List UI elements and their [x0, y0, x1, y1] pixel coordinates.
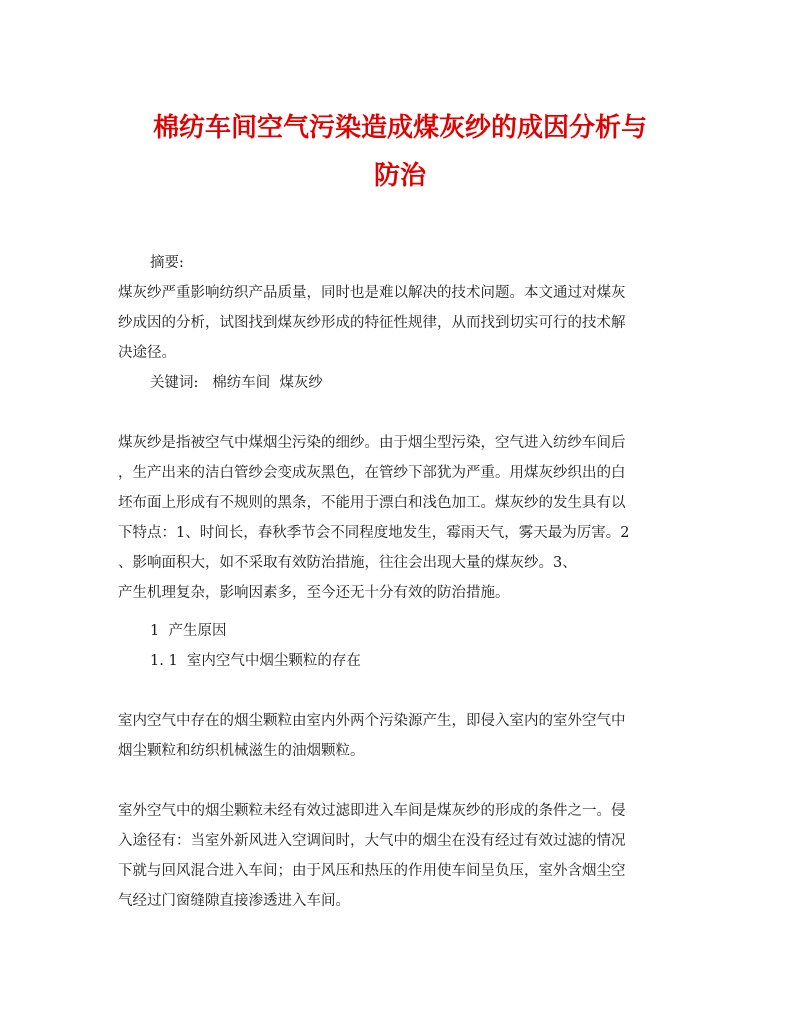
intro-line: ，生产出来的洁白管纱会变成灰黑色，在管纱下部犹为严重。用煤灰纱织出的白	[118, 465, 626, 481]
document-title	[100, 104, 700, 200]
abstract-line: 决途径。	[118, 345, 176, 361]
intro-paragraph	[118, 428, 684, 608]
paragraph-line: 室外空气中的烟尘颗粒未经有效过滤即进入车间是煤灰纱的形成的条件之一。侵	[118, 803, 626, 819]
section-heading-1-1-text: 1. 1 室内空气中烟尘颗粒的存在	[150, 653, 361, 669]
section-heading-1-text: 1 产生原因	[150, 623, 227, 639]
paragraph-line: 入途径有：当室外新风进入空调间时，大气中的烟尘在没有经过有效过滤的情况	[118, 833, 626, 849]
intro-line: 煤灰纱是指被空气中煤烟尘污染的细纱。由于烟尘型污染，空气进入纺纱车间后	[118, 435, 626, 451]
intro-line: 产生机理复杂，影响因素多，至今还无十分有效的防治措施。	[118, 585, 510, 601]
paragraph-indoor-dust	[118, 706, 684, 766]
section-heading-1-1	[150, 646, 670, 676]
abstract-label	[150, 248, 670, 278]
intro-line: 下特点：1、时间长，春秋季节会不同程度地发生，霉雨天气，雾天最为厉害。2	[118, 525, 630, 541]
intro-line: 、影响面积大，如不采取有效防治措施，往往会出现大量的煤灰纱。3、	[118, 555, 577, 571]
paragraph-line: 下就与回风混合进入车间；由于风压和热压的作用使车间呈负压，室外含烟尘空	[118, 863, 626, 879]
paragraph-line: 室内空气中存在的烟尘颗粒由室内外两个污染源产生，即侵入室内的室外空气中	[118, 713, 626, 729]
intro-line: 坯布面上形成有不规则的黑条，不能用于漂白和浅色加工。煤灰纱的发生具有以	[118, 495, 626, 511]
abstract-paragraph	[118, 278, 684, 368]
keywords-text: 关键词: 棉纺车间 煤灰纱	[150, 375, 323, 391]
title-line-1: 棉纺车间空气污染造成煤灰纱的成因分析与	[152, 113, 647, 143]
paragraph-line: 气经过门窗缝隙直接渗透进入车间。	[118, 893, 350, 909]
paragraph-line: 烟尘颗粒和纺织机械滋生的油烟颗粒。	[118, 743, 365, 759]
paragraph-outdoor-dust	[118, 796, 684, 916]
abstract-label-text: 摘要:	[150, 255, 184, 271]
section-heading-1	[150, 616, 670, 646]
abstract-line: 煤灰纱严重影响纺织产品质量，同时也是难以解决的技术问题。本文通过对煤灰	[118, 285, 626, 301]
keywords	[150, 368, 670, 398]
title-line-2: 防治	[373, 161, 426, 191]
abstract-line: 纱成因的分析，试图找到煤灰纱形成的特征性规律，从而找到切实可行的技术解	[118, 315, 626, 331]
